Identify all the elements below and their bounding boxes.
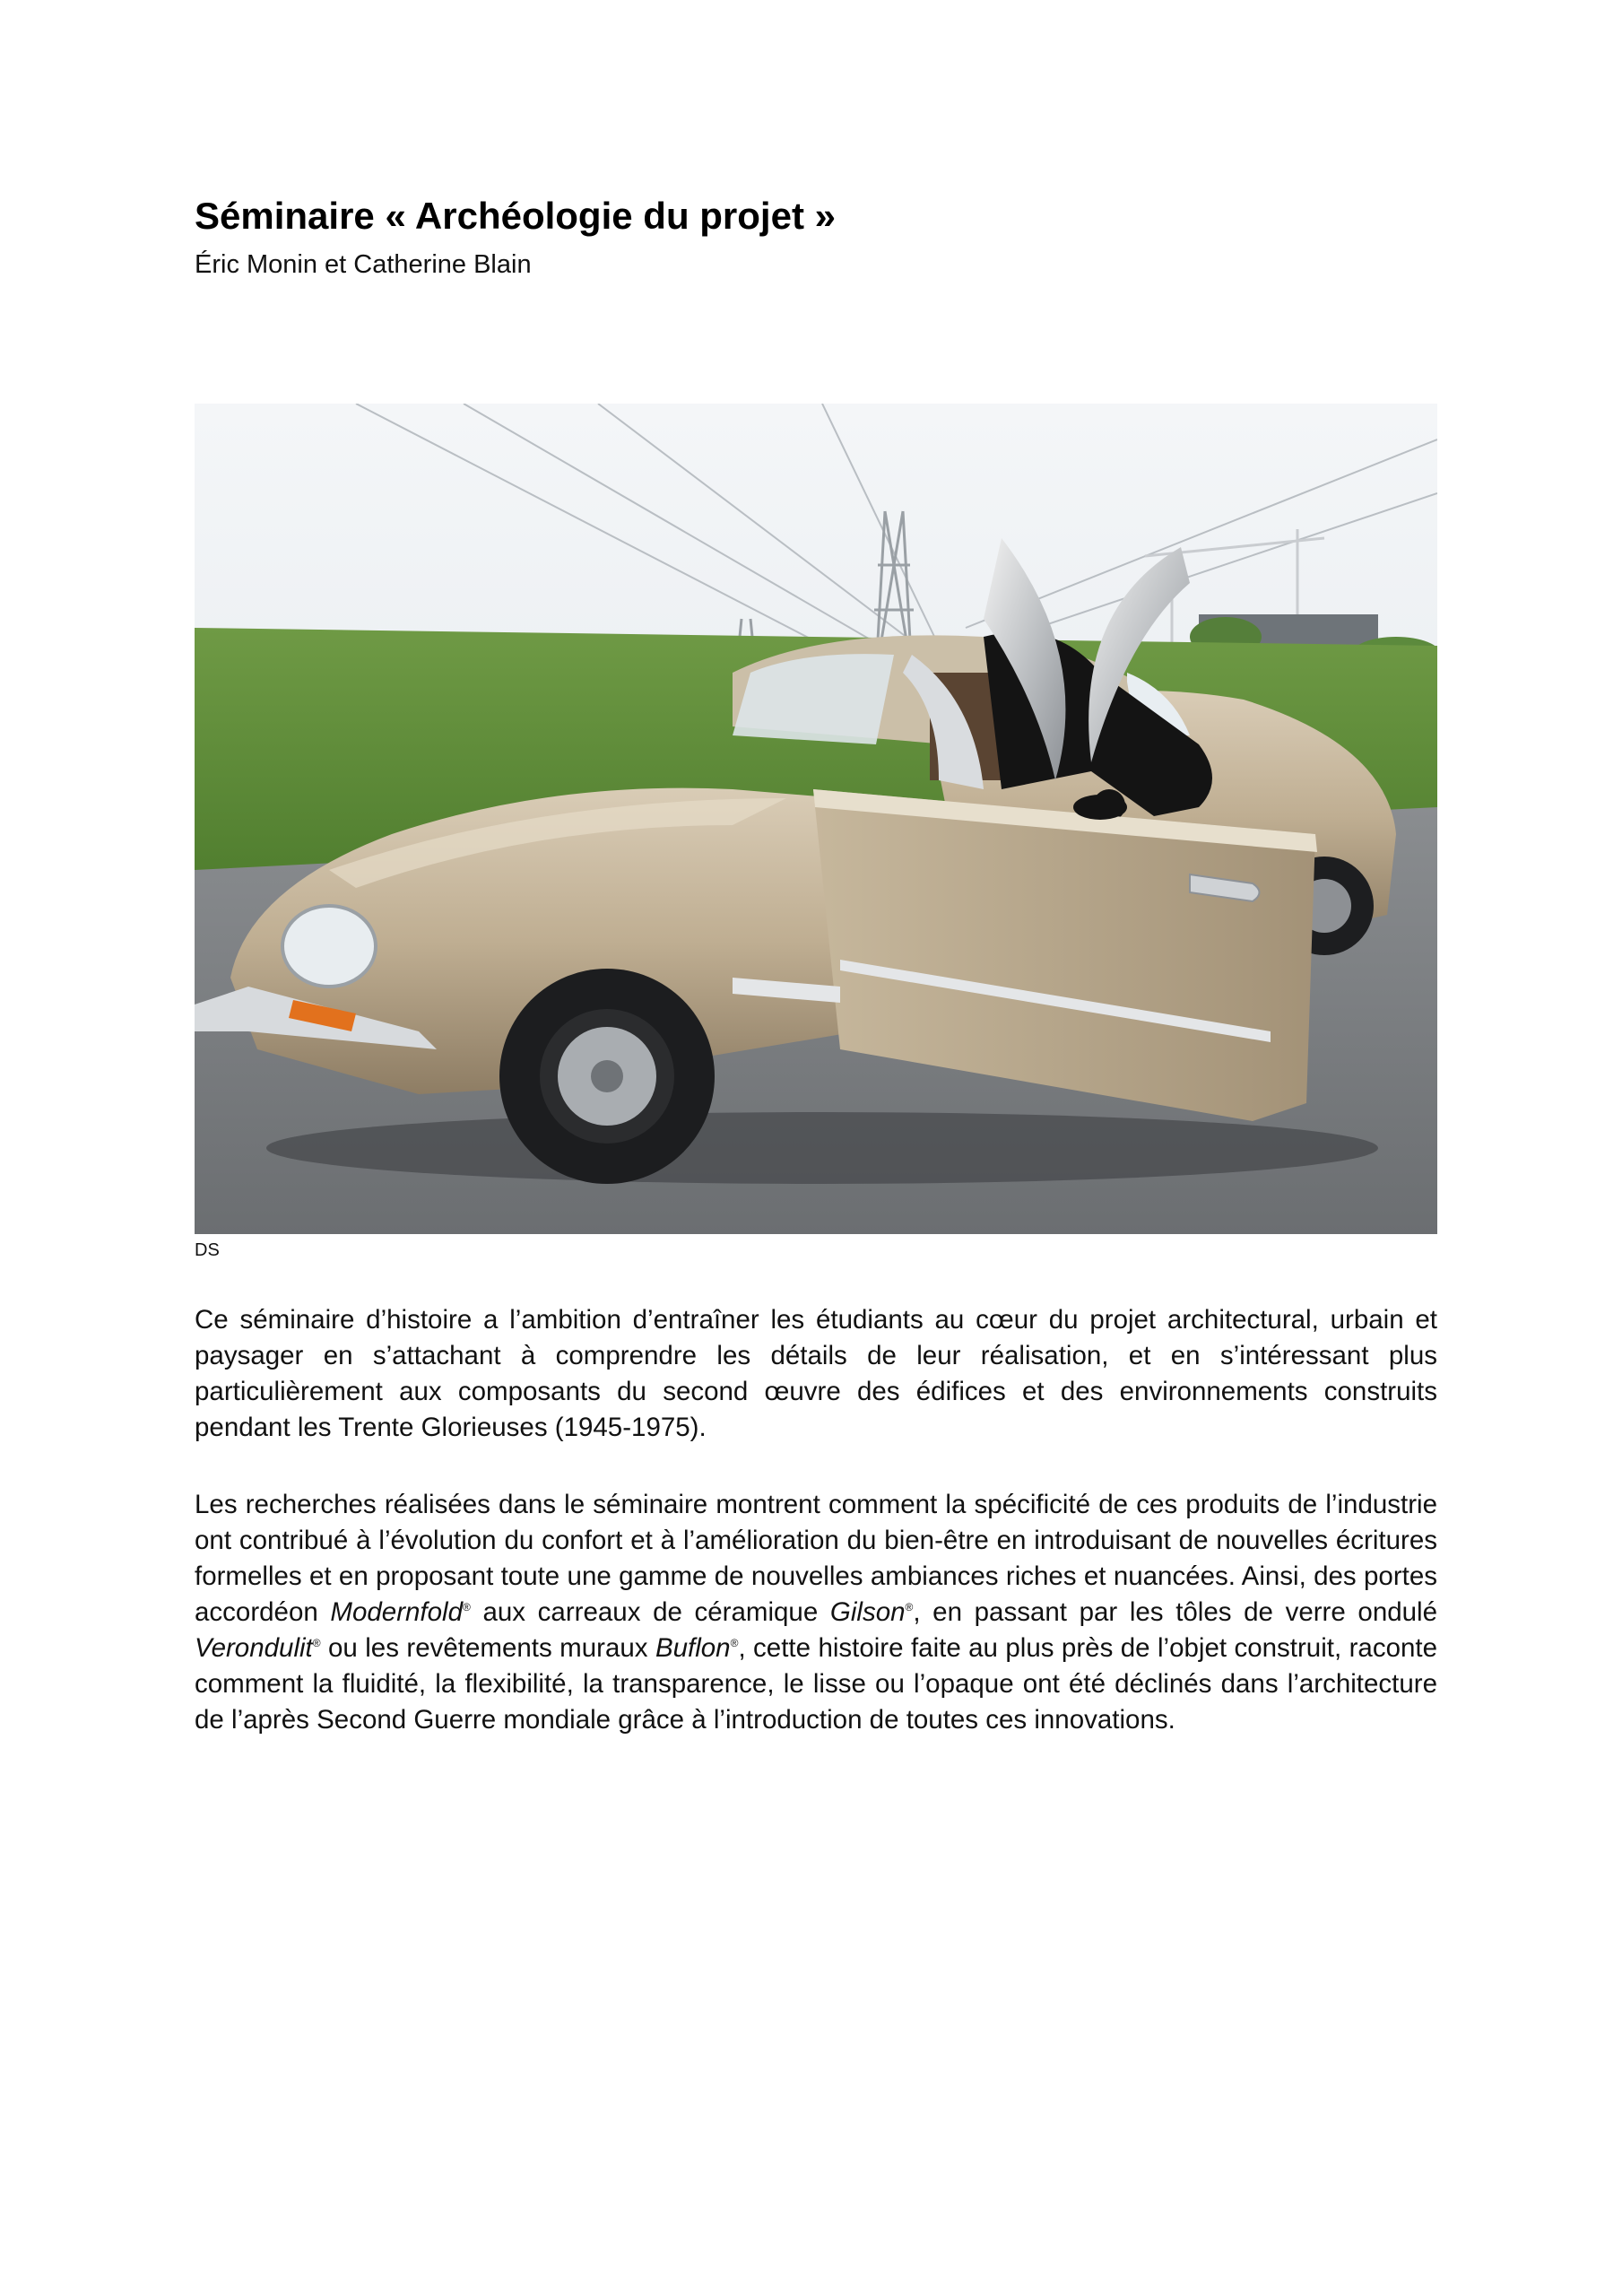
registered-mark: ® [463,1601,471,1614]
brand-name: Gilson [829,1597,906,1627]
car-photo [195,404,1437,1234]
text-segment: Les recherches réalisées dans le séminaire montrent comment la spécificité de ces produits de l’industrie ont contribué à l’évolution du confort et à l’amélioration du bien-être en introduisant de nouvelles écritures formelles et en proposant toute une gamme de nouvelles ambiances riches et nuancées. Ainsi, des portes accordéon [195,1490,1437,1627]
paragraph-intro: Ce séminaire d’histoire a l’ambition d’entraîner les étudiants au cœur du projet architectural, urbain et paysager en s’attachant à comprendre les détails de leur réalisation, et en s’intéressant plus particulièrement aux composants du second œuvre des édifices et des environnements construits pendant les Trente Glorieuses (1945-1975). [195,1305,1437,1442]
text-segment: aux carreaux de céramique [470,1597,830,1627]
text-segment: ou les revêtements muraux [320,1633,655,1663]
brand-name: Buflon [655,1633,731,1663]
page-title: Séminaire « Archéologie du projet » [195,195,836,237]
paragraph-research [195,1487,1437,1738]
figure-caption: DS [195,1240,220,1260]
text-segment: , en passant par les tôles de verre ondulé [913,1597,1438,1627]
text-segment: , cette histoire faite au plus près de l’objet construit, raconte comment la fluidité, la flexibilité, la transparence, le lisse ou l’opaque ont été déclinés dans l’architecture de l’après Second Guerre mondiale grâce à l’introduction de toutes ces innovations. [195,1633,1437,1735]
brand-name: Verondulit [195,1633,313,1663]
registered-mark: ® [905,1601,914,1614]
authors: Éric Monin et Catherine Blain [195,250,532,279]
registered-mark: ® [312,1637,321,1650]
registered-mark: ® [730,1637,739,1650]
citroen-ds-car-photo-icon [195,404,1437,1234]
brand-name: Modernfold [330,1597,463,1627]
